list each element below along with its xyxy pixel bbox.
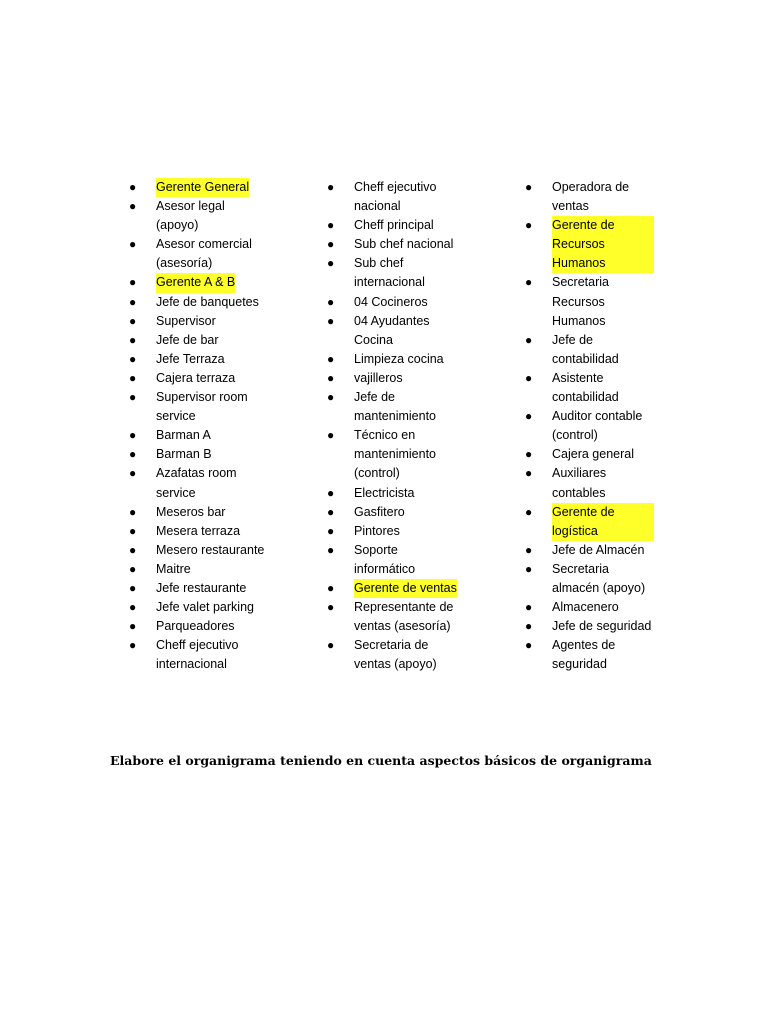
bullet-icon: ● (129, 237, 137, 252)
bullet-icon: ● (129, 619, 137, 634)
role-list-column-1 (128, 178, 328, 674)
bullet-icon: ● (327, 237, 335, 252)
role-label: Jefe Terraza (156, 351, 225, 366)
role-label: Operadora de ventas (552, 180, 630, 214)
bullet-icon: ● (525, 619, 533, 634)
bullet-icon: ● (525, 332, 533, 347)
bullet-icon: ● (129, 504, 137, 519)
role-label: Soporte informático (354, 542, 416, 576)
role-list-column-2 (326, 178, 516, 674)
role-label: Secretaria almacén (apoyo) (552, 561, 646, 595)
bullet-icon: ● (129, 638, 137, 653)
bullet-icon: ● (129, 390, 137, 405)
highlighted-role-label: Gerente de Recursos Humanos (552, 216, 654, 273)
highlighted-role-label: Gerente A & B (156, 273, 235, 292)
role-label: Jefe valet parking (156, 600, 254, 615)
list-item (326, 369, 516, 388)
list-item (326, 178, 516, 216)
role-label: Meseros bar (156, 504, 226, 519)
bullet-icon: ● (129, 428, 137, 443)
role-label: Auxiliares contables (552, 466, 607, 500)
bullet-icon: ● (525, 218, 533, 233)
list-item (128, 503, 328, 522)
list-item (128, 235, 328, 273)
bullet-icon: ● (129, 351, 137, 366)
role-label: Pintores (354, 523, 400, 538)
list-item (524, 273, 664, 330)
bullet-icon: ● (525, 447, 533, 462)
list-item (128, 464, 328, 502)
list-item (128, 617, 328, 636)
role-label: Cajera terraza (156, 370, 236, 385)
role-label: Secretaria Recursos Humanos (552, 275, 609, 328)
bullet-icon: ● (129, 313, 137, 328)
list-item (128, 560, 328, 579)
list-item (524, 407, 664, 445)
list-item (128, 636, 328, 674)
list-item (524, 560, 664, 598)
list-item (524, 541, 664, 560)
role-label: Cajera general (552, 447, 634, 462)
list-item (326, 293, 516, 312)
list-item (524, 617, 664, 636)
list-item (128, 522, 328, 541)
role-label: Supervisor room service (156, 390, 248, 424)
bullet-icon: ● (327, 351, 335, 366)
instruction-text: Elabore el organigrama teniendo en cuenta aspectos básicos de organigrama (110, 752, 652, 768)
bullet-icon: ● (327, 542, 335, 557)
list-item (128, 369, 328, 388)
bullet-icon: ● (525, 370, 533, 385)
bullet-icon: ● (129, 180, 137, 194)
bullet-icon: ● (327, 256, 335, 271)
list-item (524, 331, 664, 369)
bullet-icon: ● (129, 523, 137, 538)
bullet-icon: ● (327, 218, 335, 233)
bullet-icon: ● (327, 485, 335, 500)
bullet-icon: ● (525, 638, 533, 653)
bullet-icon: ● (327, 504, 335, 519)
list-item (326, 312, 516, 350)
list-item (128, 426, 328, 445)
role-label: Gasfitero (354, 504, 405, 519)
bullet-icon: ● (129, 370, 137, 385)
bullet-icon: ● (129, 275, 137, 290)
bullet-icon: ● (129, 332, 137, 347)
role-label: Azafatas room service (156, 466, 237, 500)
list-item (524, 445, 664, 464)
bullet-icon: ● (327, 580, 335, 595)
list-item (128, 197, 328, 235)
role-label: Auditor contable (control) (552, 409, 643, 443)
bullet-icon: ● (129, 600, 137, 615)
role-label: Electricista (354, 485, 415, 500)
bullet-icon: ● (327, 523, 335, 538)
bullet-icon: ● (129, 466, 137, 481)
list-item (326, 598, 516, 636)
role-label: Jefe de seguridad (552, 619, 652, 634)
role-label: Jefe de contabilidad (552, 332, 619, 366)
role-label: Cheff ejecutivo nacional (354, 180, 437, 214)
bullet-icon: ● (525, 180, 533, 194)
role-label: Secretaria de ventas (apoyo) (354, 638, 437, 672)
list-item (128, 293, 328, 312)
list-item (326, 579, 516, 598)
list-item (524, 636, 664, 674)
bullet-icon: ● (327, 390, 335, 405)
role-label: Almacenero (552, 600, 619, 615)
bullet-icon: ● (129, 447, 137, 462)
role-label: Sub chef internacional (354, 256, 425, 290)
bullet-icon: ● (327, 313, 335, 328)
list-item (326, 522, 516, 541)
role-label: 04 Ayudantes Cocina (354, 313, 430, 347)
role-label: Mesera terraza (156, 523, 241, 538)
role-label: Mesero restaurante (156, 542, 265, 557)
bullet-icon: ● (525, 542, 533, 557)
role-label: Jefe restaurante (156, 580, 247, 595)
bullet-icon: ● (525, 561, 533, 576)
bullet-icon: ● (525, 600, 533, 615)
role-label: Asesor comercial (asesoría) (156, 237, 252, 271)
list-item (128, 350, 328, 369)
list-item (326, 541, 516, 579)
role-label: Jefe de Almacén (552, 542, 645, 557)
list-item (128, 388, 328, 426)
role-label: Jefe de banquetes (156, 294, 259, 309)
role-label: Sub chef nacional (354, 237, 454, 252)
bullet-icon: ● (129, 294, 137, 309)
list-item (326, 426, 516, 483)
role-label: Jefe de mantenimiento (354, 390, 436, 424)
role-label: Supervisor (156, 313, 216, 328)
bullet-icon: ● (327, 370, 335, 385)
list-item (524, 503, 664, 541)
bullet-icon: ● (129, 199, 137, 214)
highlighted-role-label: Gerente General (156, 178, 249, 197)
list-item (128, 541, 328, 560)
role-label: Barman B (156, 447, 212, 462)
role-label: Jefe de bar (156, 332, 219, 347)
list-item (128, 598, 328, 617)
list-item (326, 350, 516, 369)
role-label: Asesor legal (apoyo) (156, 199, 225, 233)
role-label: Representante de ventas (asesoría) (354, 600, 454, 634)
list-item (524, 216, 664, 273)
list-item (326, 503, 516, 522)
list-item (128, 331, 328, 350)
role-label: Técnico en mantenimiento (control) (354, 428, 436, 481)
role-label: Agentes de seguridad (552, 638, 616, 672)
list-item (326, 216, 516, 235)
list-item (128, 579, 328, 598)
bullet-icon: ● (327, 600, 335, 615)
list-item (326, 254, 516, 292)
list-item (524, 598, 664, 617)
highlighted-role-label: Gerente de ventas (354, 579, 457, 598)
bullet-icon: ● (129, 561, 137, 576)
role-label: 04 Cocineros (354, 294, 428, 309)
role-label: Barman A (156, 428, 211, 443)
bullet-icon: ● (525, 466, 533, 481)
highlighted-role-label: Gerente de logística (552, 503, 654, 541)
list-item (128, 178, 328, 197)
role-label: Parqueadores (156, 619, 235, 634)
bullet-icon: ● (525, 275, 533, 290)
bullet-icon: ● (525, 409, 533, 424)
bullet-icon: ● (129, 580, 137, 595)
role-label: Maitre (156, 561, 191, 576)
role-list-column-3 (524, 178, 664, 674)
list-item (326, 388, 516, 426)
bullet-icon: ● (327, 428, 335, 443)
bullet-icon: ● (129, 542, 137, 557)
bullet-icon: ● (327, 294, 335, 309)
bullet-icon: ● (525, 504, 533, 519)
role-label: Cheff principal (354, 218, 434, 233)
list-item (524, 369, 664, 407)
role-label: Cheff ejecutivo internacional (156, 638, 239, 672)
list-item (128, 273, 328, 292)
list-item (128, 312, 328, 331)
list-item (326, 235, 516, 254)
list-item (524, 464, 664, 502)
bullet-icon: ● (327, 180, 335, 194)
list-item (326, 484, 516, 503)
list-item (326, 636, 516, 674)
role-label: vajilleros (354, 370, 403, 385)
role-label: Limpieza cocina (354, 351, 444, 366)
role-label: Asistente contabilidad (552, 370, 619, 405)
list-item (524, 178, 664, 216)
list-item (128, 445, 328, 464)
bullet-icon: ● (327, 638, 335, 653)
